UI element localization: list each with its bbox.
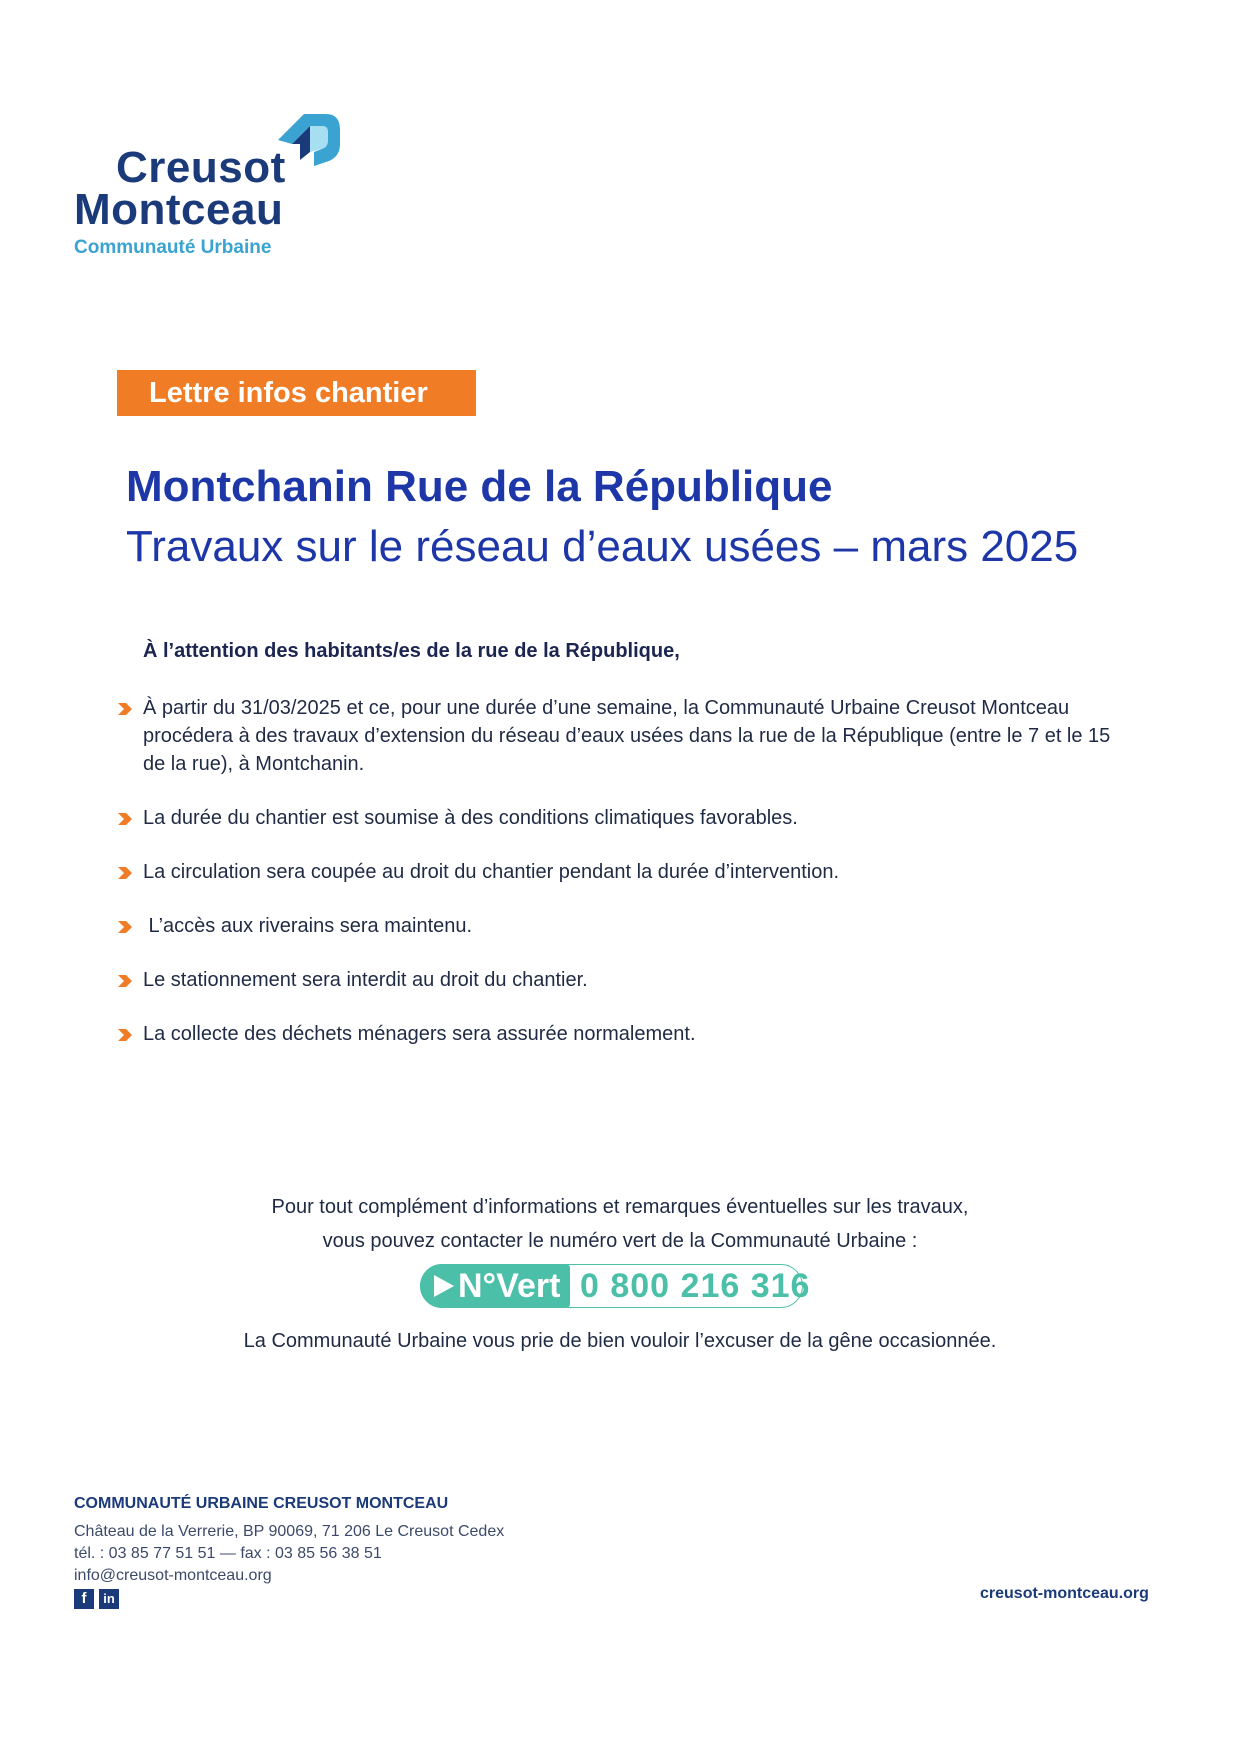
page-title: Montchanin Rue de la République xyxy=(126,462,833,511)
chevron-right-icon xyxy=(118,1029,132,1041)
list-item-text: La collecte des déchets ménagers sera assurée normalement. xyxy=(143,1023,696,1045)
chevron-right-icon xyxy=(118,867,132,879)
toll-free-number: 0 800 216 316 xyxy=(580,1267,811,1305)
logo-text-creusot: Creusot xyxy=(116,143,286,192)
greeting: À l’attention des habitants/es de la rue de la République, xyxy=(143,640,680,662)
logo xyxy=(74,100,344,258)
footer-phone: tél. : 03 85 77 51 51 — fax : 03 85 56 38 51 xyxy=(74,1545,382,1562)
logo-text-montceau: Montceau xyxy=(74,185,284,234)
list-item xyxy=(118,858,1128,886)
contact-line-2: vous pouvez contacter le numéro vert de la Communauté Urbaine : xyxy=(322,1230,918,1252)
footer xyxy=(74,1495,504,1609)
list-item-text: La circulation sera coupée au droit du chantier pendant la durée d’intervention. xyxy=(143,861,840,883)
list-item-text: Le stationnement sera interdit au droit du chantier. xyxy=(143,969,588,991)
list-item xyxy=(118,1020,1128,1048)
list-item xyxy=(118,694,1128,778)
list-item xyxy=(118,804,1128,832)
list-item-text: L’accès aux riverains sera maintenu. xyxy=(143,915,473,937)
play-icon xyxy=(430,1273,456,1299)
website-link[interactable]: creusot-montceau.org xyxy=(980,1585,1149,1602)
list-item-text: À partir du 31/03/2025 et ce, pour une durée d’une semaine, la Communauté Urbaine Creusot Montceau procédera à des travaux d’extension du réseau d’eaux usées dans la rue de la République (entre le 7 et le 15 de la rue), à Montchanin. xyxy=(143,697,1111,775)
info-list xyxy=(118,694,1128,1074)
facebook-icon[interactable]: f xyxy=(74,1589,94,1609)
contact-line-1: Pour tout complément d’informations et remarques éventuelles sur les travaux, xyxy=(271,1196,969,1218)
chevron-right-icon xyxy=(118,975,132,987)
chevron-right-icon xyxy=(118,813,132,825)
chevron-right-icon xyxy=(118,921,132,933)
chevron-right-icon xyxy=(118,703,132,715)
document-type-banner: Lettre infos chantier xyxy=(117,370,476,416)
list-item xyxy=(118,966,1128,994)
footer-email[interactable]: info@creusot-montceau.org xyxy=(74,1567,272,1584)
social-links xyxy=(74,1589,504,1609)
linkedin-icon[interactable]: in xyxy=(99,1589,119,1609)
footer-address: Château de la Verrerie, BP 90069, 71 206 Le Creusot Cedex xyxy=(74,1523,505,1540)
list-item xyxy=(118,912,1128,940)
footer-org-name: COMMUNAUTÉ URBAINE CREUSOT MONTCEAU xyxy=(74,1495,449,1512)
toll-free-label: N°Vert xyxy=(458,1267,561,1305)
toll-free-number-badge[interactable] xyxy=(420,1264,811,1310)
page-subtitle: Travaux sur le réseau d’eaux usées – mars 2025 xyxy=(126,522,1079,571)
list-item-text: La durée du chantier est soumise à des conditions climatiques favorables. xyxy=(143,807,798,829)
logo-subtitle: Communauté Urbaine xyxy=(74,237,272,258)
apology-text: La Communauté Urbaine vous prie de bien vouloir l’excuser de la gêne occasionnée. xyxy=(243,1330,997,1352)
